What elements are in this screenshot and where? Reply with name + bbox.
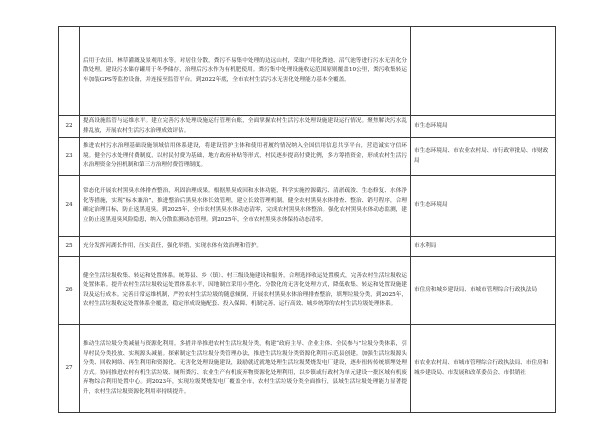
responsible-unit: 市住房和城乡建设局、市城市管理综合行政执法局 [411,257,556,325]
task-content: 推动生活垃圾分类减量与资源化利用。多措并举推进农村生活垃圾分类，构建“政府主导、企业主体、全民参与”垃圾分类体系，引导村民分类投放、实现源头减量。探索制定生活垃圾分类管理办法，推进生活垃圾分类资源化利用示范县创建。加强生活垃圾源头分类、回收网络、再生利用和资源化、无害化处理设施建设，鼓励就近就地处理生活垃圾焚烧发电厂建设，逐步扭转传统填埋处理方式。协同推进农村有机生活垃圾、厕所粪污、农业生产有机废弃物资源化处理利用，以乡镇或行政村为单元建设一批区域有机废弃物综合利用处置中心。到2023年，实现垃圾焚烧发电厂覆盖全市，农村生活垃圾分类全面推行，县域生活垃圾处理能力显著提升，农村生活垃圾资源化利用率持续提升。 [80,325,411,413]
task-content: 后用于农田、林草灌溉及景观用水等。对居住分散，粪污不易集中处理的边远山村，采取户用化粪池、沼气池等进行污水无害化分散处理，建设污水储存罐用于冬季储存，治理后污水作为有机肥使用。粪污集中处理设施收运范围原则覆盖10公里，粪污收集转运车加装GPS等监控设备，并连接至监管平台。到2022年底，全市农村生活污水无害化处理能力基本全覆盖。 [80,27,411,116]
task-content: 充分发挥河湖长作用，压实责任，强化举措，实现水体有效治理和管护。 [80,237,411,257]
responsible-unit: 市生态环境局、市农业农村局、市行政审批局、市财政局 [411,138,556,176]
table-row [59,176,556,237]
row-number: 27 [59,325,80,413]
row-number: 25 [59,237,80,257]
table-row [59,116,556,138]
table-row [59,257,556,325]
responsible-unit [411,27,556,116]
row-number [59,27,80,116]
table-row [59,325,556,413]
table-row [59,27,556,116]
responsible-unit: 市农业农村局、市城市管理综合行政执法局、市住房和城乡建设局、市发展和改革委员会、市供销社 [411,325,556,413]
task-content: 健全生活垃圾收集、转运和处置体系。统筹县、乡（镇）、村三级设施建设和服务，合理选择收运处置模式，完善农村生活垃圾收运处置体系。提升农村生活垃圾收运处置体系水平，因地制宜采用小型化、分散化的无害化处理方式，降低收集、转运和处置设施建设及运行成本。完善日常运维机制，严控农村生活垃圾的随意倾倒，开展农村黑臭水体治理排查整治，填埋垃圾分类，到2025年，农村生活垃圾收运处置体系全覆盖，稳定形成设施配套、投入保障、机制完善、运行高效、城乡统筹的农村生活垃圾处理体系。 [80,257,411,325]
table-row [59,237,556,257]
row-number: 26 [59,257,80,325]
table-row [59,138,556,176]
responsible-unit: 市水利局 [411,237,556,257]
row-number: 24 [59,176,80,237]
responsible-unit: 市生态环境局 [411,116,556,138]
task-table [58,26,556,413]
task-content: 提高设施监管与运维水平。建立完善污水处理设施运行管理台账，全面掌握农村生活污水处理设施建设运行情况。聚焦解决污水乱排乱放，开展农村生活污水治理成效评估。 [80,116,411,138]
task-content: 常态化开展农村黑臭水体排查整治，巩固治理成果。根据黑臭成因和水体功能，科学实施控源截污、清淤疏浚、生态修复、水体净化等措施，实现“标本兼治”，推进整治后黑臭水体长效管理，建立长效管理机制。健全农村黑臭水体排查、整治、销号程序，合理确定治理目标，防止返黑返臭。到2025年，全市农村黑臭水体动态清零，完成农村黑臭水体整治。强化农村黑臭水体动态监测，建立防止返黑返臭风险隐患，纳入分散监测动态管理。到2025年，全市农村黑臭水体保持动态清零。 [80,176,411,237]
row-number: 23 [59,138,80,176]
task-content: 推进农村污水治理基础设施领域信用体系建设，将建设管护主体和使用者履约情况纳入全国信用信息共享平台，营造诚实守信环境。健全污水处理付费制度，以村民付费为基础，地方政府补贴等形式，村民逐步提高付费比例，多方筹措资金，形成农村生活污水治理资金分担机制和第三方治理付费管理制度。 [80,138,411,176]
row-number: 22 [59,116,80,138]
responsible-unit: 市生态环境局 [411,176,556,237]
